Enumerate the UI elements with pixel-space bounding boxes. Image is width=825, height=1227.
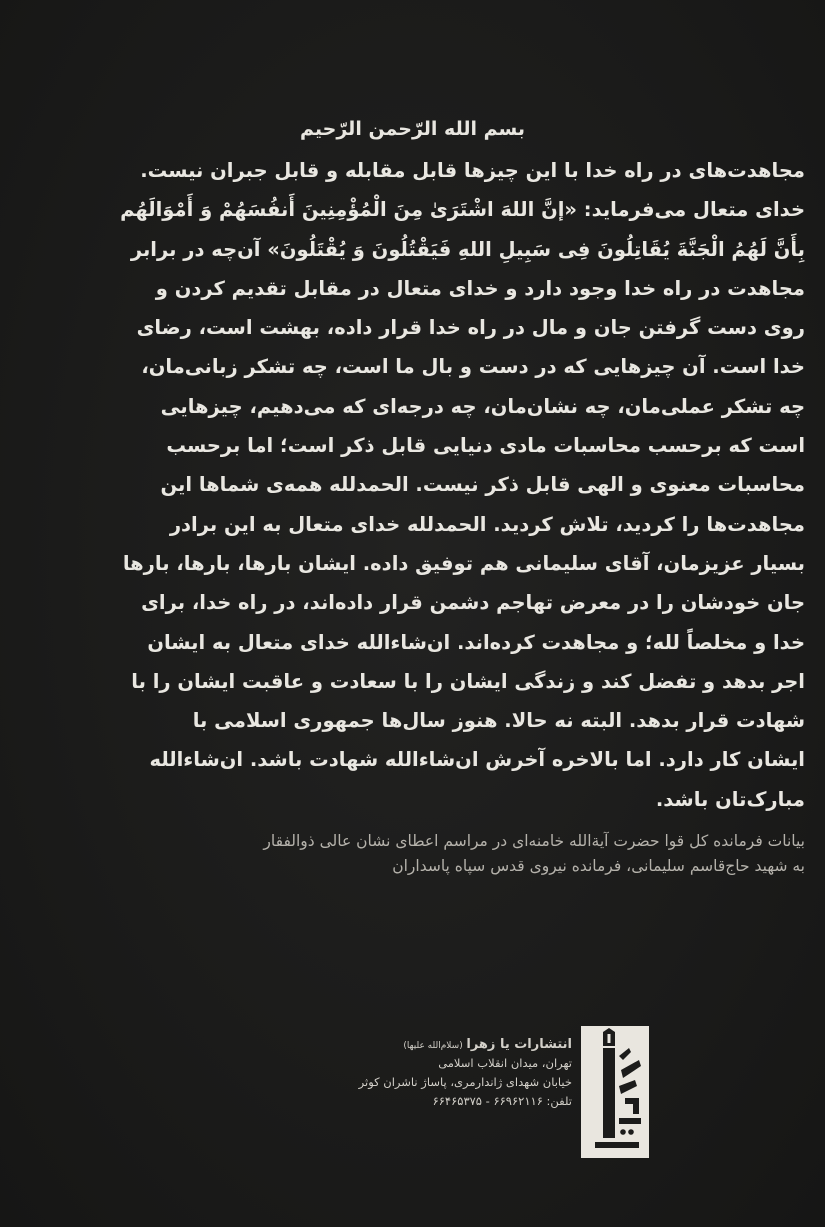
publisher-name-line <box>330 1035 572 1054</box>
quote-line: مبارک‌تان باشد. <box>655 787 805 811</box>
quote-line: است که برحسب محاسبات مادی دنیایی قابل ذکر است؛ اما برحسب <box>166 434 805 458</box>
phone-label: تلفن: <box>546 1094 572 1108</box>
quote-line: محاسبات معنوی و الهی قابل ذکر نیست. الحمدلله همه‌ی شماها این <box>160 473 805 497</box>
source-line: بیانات فرمانده کل قوا حضرت آیةالله خامنه‌ای در مراسم اعطای نشان عالی ذوالفقار <box>263 832 805 850</box>
publisher-name: انتشارات یا زهرا <box>466 1037 572 1052</box>
quote-source <box>80 829 805 879</box>
publisher-logo-icon <box>581 1026 649 1158</box>
publisher-phone-line: تلفن: ۶۶۹۶۲۱۱۶ - ۶۶۴۶۵۳۷۵ <box>432 1094 572 1108</box>
quote-line: چه تشکر عملی‌مان، چه نشان‌مان، چه درجه‌ای که می‌دهیم، چیزهایی <box>160 394 805 418</box>
quote-line: شهادت قرار بدهد. البته نه حالا. هنوز سال‌ها جمهوری اسلامی با <box>192 709 805 733</box>
quote-line: اجر بدهد و تفضل کند و زندگی ایشان را با سعادت و عاقبت ایشان را با <box>131 669 805 693</box>
quote-line: مجاهدت در راه خدا وجود دارد و خدای متعال در مقابل تقدیم کردن و <box>155 276 805 300</box>
quote-line: بِأَنَّ لَهُمُ الْجَنَّةَ یُقَاتِلُونَ فِی سَبِیلِ اللهِ فَیَقْتُلُونَ وَ یُقْتَلُونَ» آن‌چه در برابر <box>130 237 805 261</box>
phone-number: ۶۶۹۶۲۱۱۶ <box>493 1094 543 1108</box>
publisher-street: خیابان شهدای ژاندارمری، پاساژ ناشران کوثر <box>358 1075 572 1089</box>
source-line: به شهید حاج‌قاسم سلیمانی، فرمانده نیروی قدس سپاه پاسداران <box>392 857 805 875</box>
publisher-logo <box>581 1026 649 1158</box>
quote-line: خدا و مخلصاً لله؛ و مجاهدت کرده‌اند. ان‌شاءالله خدای متعال به ایشان <box>147 630 805 654</box>
quote-body <box>93 151 805 819</box>
phone-number: ۶۶۴۶۵۳۷۵ <box>432 1094 482 1108</box>
quote-line: خدای متعال می‌فرماید: «إنَّ اللهَ اشْتَرَىٰ مِنَ الْمُؤْمِنِینَ أَنفُسَهُمْ وَ أَمْوَالَهُم <box>120 198 805 222</box>
quote-line: مجاهدت‌های در راه خدا با این چیزها قابل مقابله و قابل جبران نیست. <box>140 159 805 182</box>
basmala-heading: بسم الله الرّحمن الرّحیم <box>300 118 525 140</box>
publisher-info <box>330 1035 572 1111</box>
quote-line: جان خودشان را در معرض تهاجم دشمن قرار داده‌اند، در راه خدا، برای <box>141 591 805 615</box>
quote-line: بسیار عزیزمان، آقای سلیمانی هم توفیق داده. ایشان بارها، بارها، بارها <box>122 551 805 575</box>
quote-line: روی دست گرفتن جان و مال در راه خدا قرار داده، بهشت است، رضای <box>136 316 805 340</box>
publisher-city: تهران، میدان انقلاب اسلامی <box>438 1056 572 1070</box>
quote-line: ایشان کار دارد. اما بالاخره آخرش ان‌شاءالله شهادت باشد. ان‌شاءالله <box>149 748 805 772</box>
quote-line: خدا است. آن چیزهایی که در دست و بال ما است، چه تشکر زبانی‌مان، <box>141 355 805 379</box>
quote-line: مجاهدت‌ها را کردید، تلاش کردید. الحمدلله خدای متعال به این برادر <box>169 512 805 536</box>
publisher-name-note: (سلام‌الله علیها) <box>403 1041 463 1051</box>
